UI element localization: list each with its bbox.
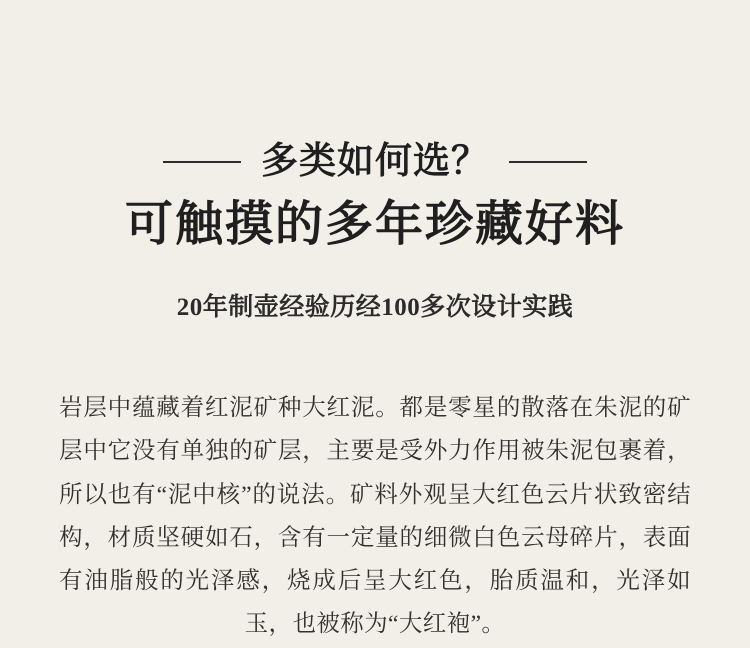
body-paragraph: 岩层中蕴藏着红泥矿种大红泥。都是零星的散落在朱泥的矿层中它没有单独的矿层，主要是受外力作用被朱泥包裹着，所以也有“泥中核”的说法。矿料外观呈大红色云片状致密结构，材质坚硬如石，含有一定量的细微白色云母碎片，表面有油脂般的光泽感，烧成后呈大红色，胎质温和，光泽如玉，也被称为“大红袍”。 <box>59 395 691 638</box>
page-subtitle: 20年制壶经验历经100多次设计实践 <box>176 294 574 322</box>
eyebrow-row <box>0 140 750 184</box>
body-block <box>59 387 691 646</box>
page-title: 可触摸的多年珍藏好料 <box>124 198 625 252</box>
heading-block <box>0 0 750 323</box>
eyebrow-title: 多类如何选？ <box>261 141 489 182</box>
rule-right-icon <box>509 161 587 163</box>
rule-left-icon <box>163 161 241 163</box>
